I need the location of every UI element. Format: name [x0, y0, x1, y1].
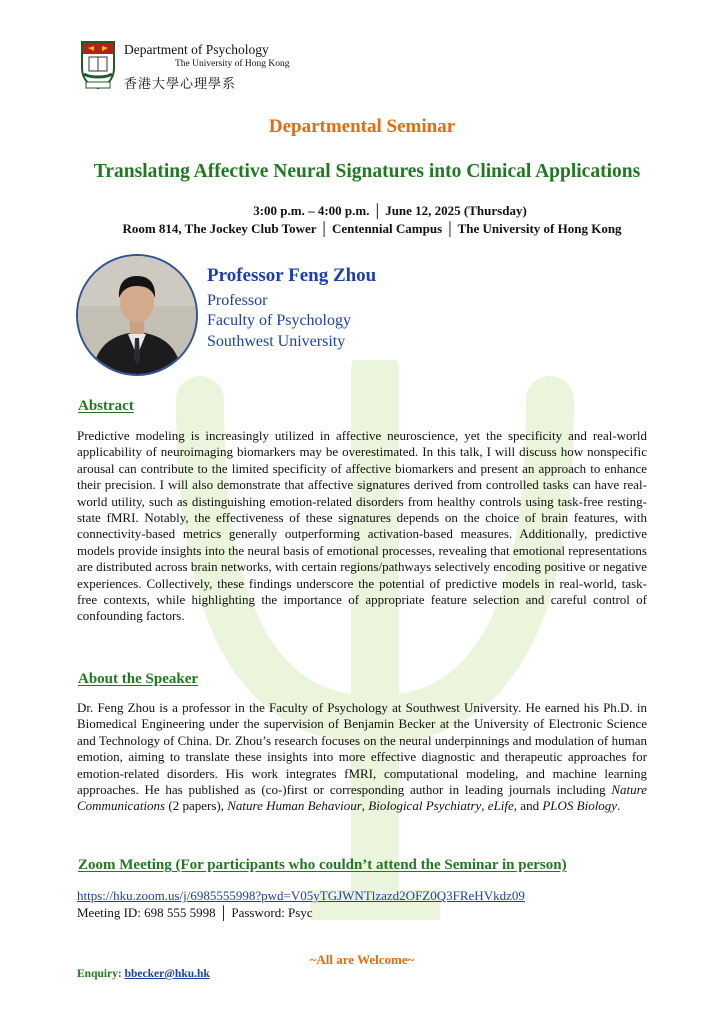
journal-nature-communications: Nature Communications — [77, 782, 647, 814]
meeting-id-password: Meeting ID: 698 555 5998 │ Password: Psyc — [77, 905, 313, 920]
speaker-name: Professor Feng Zhou — [207, 265, 377, 286]
abstract-heading: Abstract — [78, 398, 134, 414]
seminar-label: Departmental Seminar — [268, 116, 456, 137]
department-logo — [80, 40, 290, 92]
time-date-line: 3:00 p.m. – 4:00 p.m. │ June 12, 2025 (Thursday) — [253, 203, 527, 218]
journal-elife: eLife — [487, 798, 514, 814]
enquiry-line — [77, 968, 210, 980]
journal-plos-biology: PLOS Biology — [542, 798, 618, 814]
separator: , — [361, 798, 369, 814]
separator: , — [481, 798, 488, 814]
university-crest-icon — [80, 40, 116, 90]
department-chinese-name: 香港大學心理學系 — [124, 77, 237, 92]
about-speaker-heading: About the Speaker — [78, 671, 199, 687]
talk-title: Translating Affective Neural Signatures into Clinical Applications — [93, 161, 641, 182]
venue-line: Room 814, The Jockey Club Tower │ Centennial Campus │ The University of Hong Kong — [122, 221, 622, 236]
zoom-heading: Zoom Meeting (For participants who couldn’t attend the Seminar in person) — [78, 857, 567, 873]
enquiry-label: Enquiry: — [77, 968, 125, 980]
department-name: Department of Psychology — [124, 42, 269, 57]
speaker-photo — [76, 254, 198, 376]
about-speaker-text — [77, 700, 647, 815]
speaker-institution: Southwest University — [207, 333, 346, 350]
enquiry-email-link[interactable]: bbecker@hku.hk — [124, 968, 210, 980]
zoom-meeting-link[interactable]: https://hku.zoom.us/j/6985555998?pwd=V05yTGJWNTlzazd2OFZ0Q3FReHVkdz09 — [77, 888, 525, 903]
university-name: The University of Hong Kong — [175, 59, 290, 69]
journal-nature-human-behaviour: Nature Human Behaviour — [227, 798, 362, 814]
about-body: Dr. Feng Zhou is a professor in the Faculty of Psychology at Southwest University. He earned his Ph.D. in Biomedical Engineering under the supervision of Benjamin Becker at the University of Electronic Science and Technology of China. Dr. Zhou’s research focuses on the neural underpinnings and modulation of human emotion, aiming to translate these insights into more effective diagnostic and therapeutic approaches for emotion-related disorders. His work integrates fMRI, computational modeling, and machine learning approaches. He has published as (co-)first or corresponding author in leading journals including — [77, 700, 647, 798]
separator: , and — [513, 798, 543, 814]
welcome-note: ~All are Welcome~ — [309, 952, 415, 967]
speaker-position: Professor — [207, 292, 268, 309]
journal-biological-psychiatry: Biological Psychiatry — [368, 798, 482, 814]
abstract-text: Predictive modeling is increasingly utilized in affective neuroscience, yet the specificity and real-world applicability of neuroimaging biomarkers may be overestimated. In this talk, I will discuss how nonspecific arousal can contribute to the limited specificity of affective biomarkers and present an approach to enhance their precision. I will also demonstrate that affective signatures derived from controlled tasks can have real-world utility, such as distinguishing emotion-related disorders from healthy controls using task-free resting-state fMRI. Notably, the effectiveness of these signatures depends on the choice of brain features, with connectivity-based metrics generally outperforming activation-based measures. Additionally, predictive models provide insights into the neural basis of emotional processes, revealing that emotional representations are distributed across brain networks, with certain regions/pathways selectively encoding positive or negative experiences. Collectively, these findings underscore the potential of predictive models in real-world, task-free contexts, while highlighting the importance of appropriate feature selection and careful control of confounding factors. — [77, 428, 647, 624]
speaker-faculty: Faculty of Psychology — [207, 312, 351, 329]
journal-note: (2 papers), — [165, 798, 228, 814]
sentence-end: . — [617, 798, 621, 814]
